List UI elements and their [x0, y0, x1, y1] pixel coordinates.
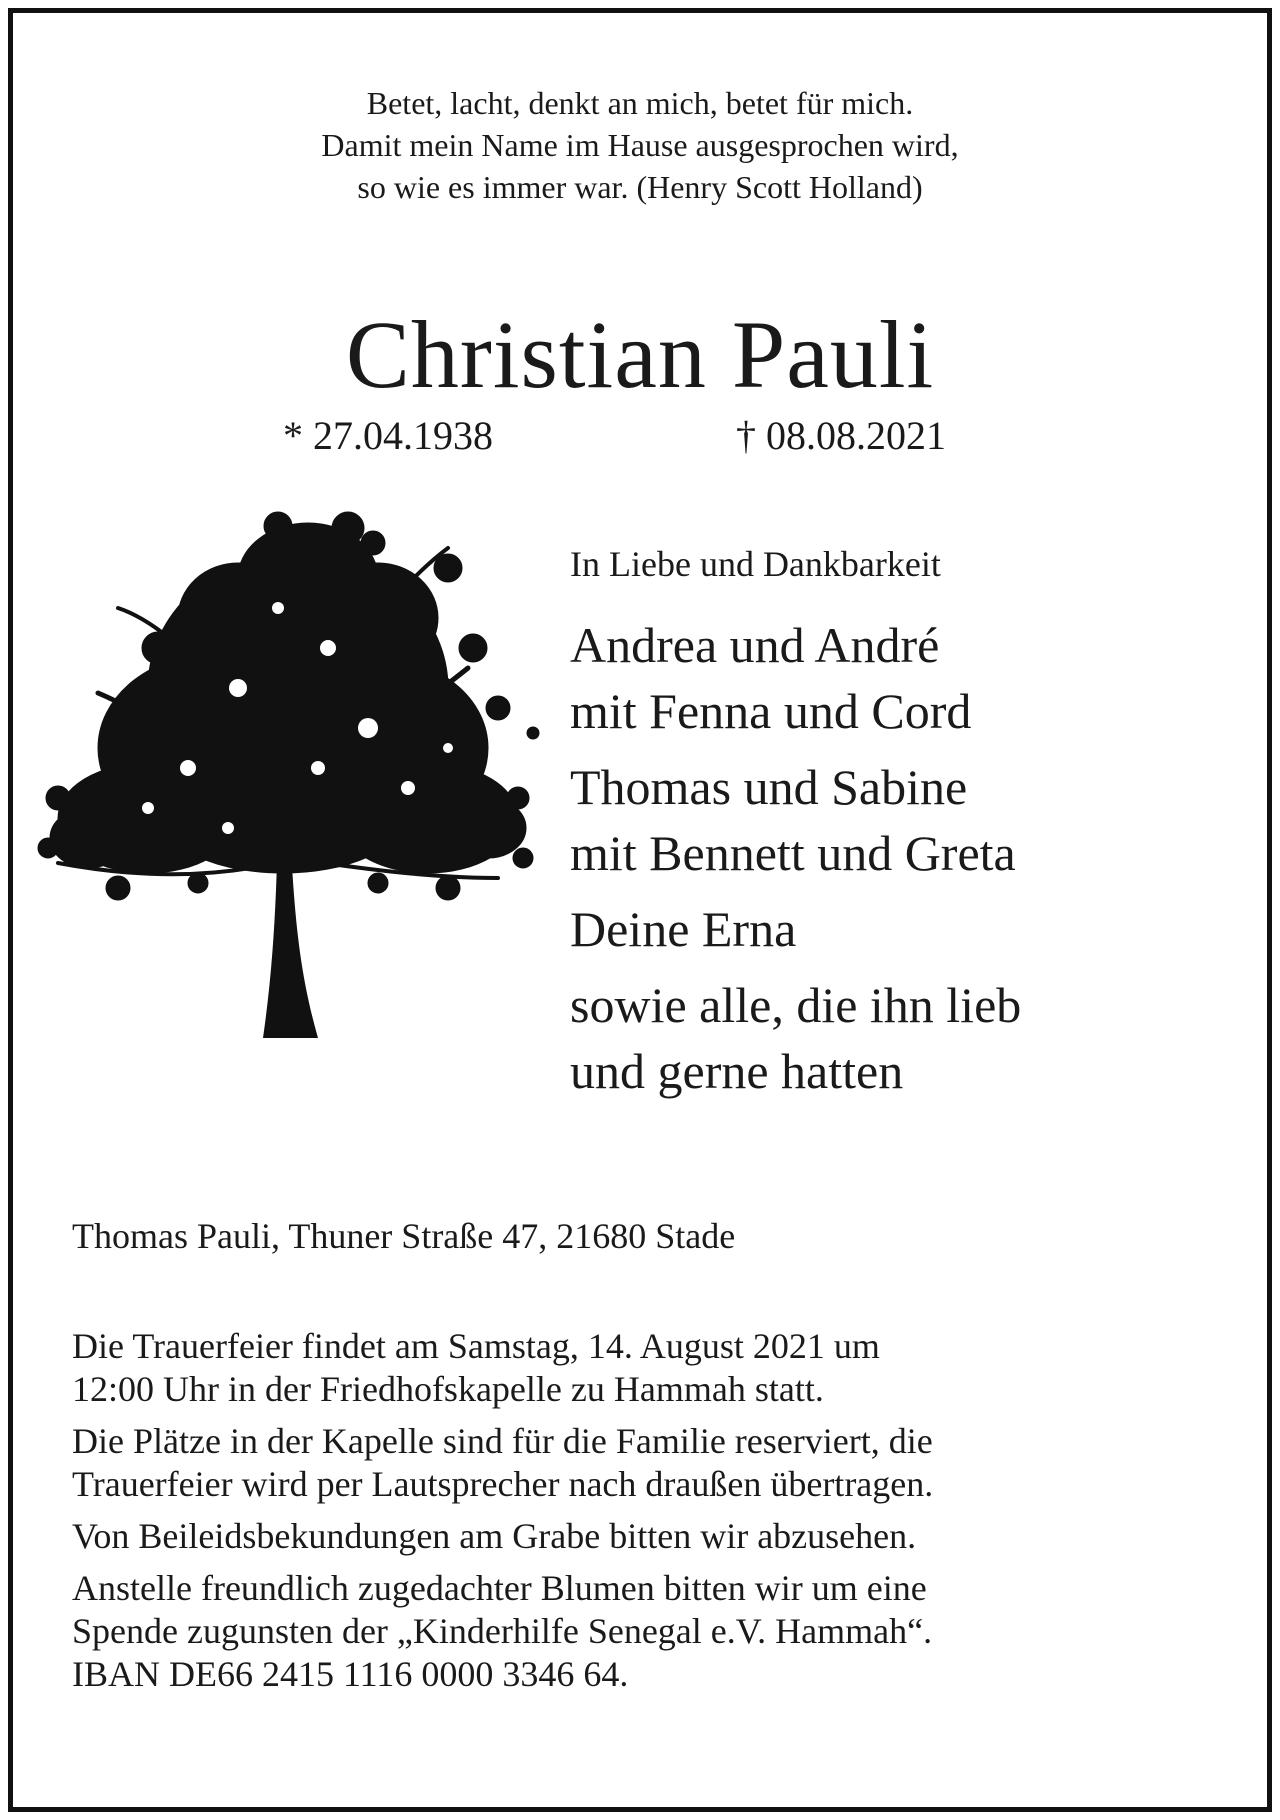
memorial-quote [0, 82, 1280, 208]
mourner-group [570, 972, 1021, 1104]
iban-line: IBAN DE66 2415 1116 0000 3346 64. [72, 1654, 629, 1694]
birth-date: * 27.04.1938 [283, 413, 493, 458]
note-paragraph [72, 1420, 933, 1506]
note-paragraph [72, 1567, 933, 1696]
funeral-notes [72, 1325, 933, 1705]
note-line: Von Beileidsbekundungen am Grabe bitten wir abzusehen. [72, 1516, 917, 1556]
note-line: Spende zugunsten der „Kinderhilfe Senegal e.V. Hammah“. [72, 1611, 933, 1651]
quote-line: Damit mein Name im Hause ausgesprochen wird, [321, 127, 959, 163]
mourner-line: Thomas und Sabine [570, 759, 968, 815]
mourner-group [570, 896, 1021, 962]
quote-line: Betet, lacht, denkt an mich, betet für mich. [366, 85, 914, 121]
mourners-intro: In Liebe und Dankbarkeit [570, 544, 941, 584]
mourner-line: sowie alle, die ihn lieb [570, 977, 1022, 1033]
note-line: Anstelle freundlich zugedachter Blumen bitten wir um eine [72, 1568, 927, 1608]
quote-line: so wie es immer war. (Henry Scott Holland) [357, 169, 923, 205]
note-line: Die Trauerfeier findet am Samstag, 14. August 2021 um [72, 1326, 880, 1366]
note-line: Trauerfeier wird per Lautsprecher nach draußen übertragen. [72, 1464, 934, 1504]
mourner-line: mit Bennett und Greta [570, 825, 1016, 881]
deceased-name: Christian Pauli [345, 301, 935, 408]
death-date: † 08.08.2021 [736, 413, 946, 458]
note-line: Die Plätze in der Kapelle sind für die Familie reserviert, die [72, 1421, 933, 1461]
note-line: 12:00 Uhr in der Friedhofskapelle zu Hammah statt. [72, 1369, 824, 1409]
mourner-line: Deine Erna [570, 901, 797, 957]
mourners-list [570, 612, 1021, 1114]
contact-address: Thomas Pauli, Thuner Straße 47, 21680 Stade [72, 1216, 736, 1256]
mourner-line: und gerne hatten [570, 1043, 904, 1099]
mourner-line: Andrea und André [570, 617, 940, 673]
note-paragraph [72, 1325, 933, 1411]
mourner-group [570, 612, 1021, 744]
mourner-line: mit Fenna und Cord [570, 683, 972, 739]
mourner-group [570, 754, 1021, 886]
note-paragraph [72, 1515, 933, 1558]
tree-silhouette-icon [28, 498, 548, 1038]
